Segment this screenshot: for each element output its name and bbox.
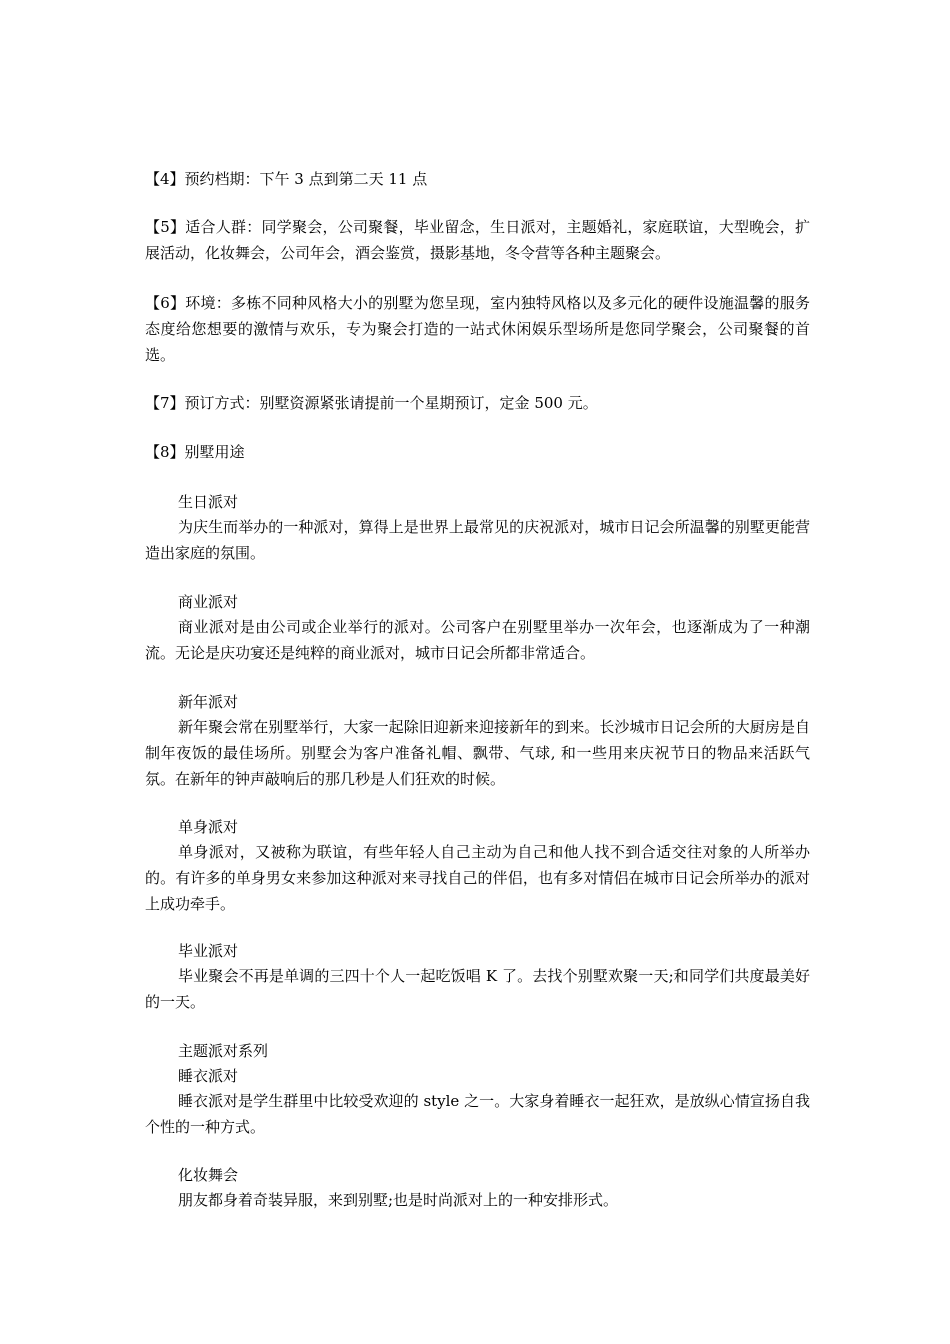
business-party-title: 商业派对 [178,593,239,611]
item-5-suitable-groups: 【5】适合人群：同学聚会，公司聚餐，毕业留念，生日派对，主题婚礼，家庭联谊，大型晚会，扩展活动，化妆舞会，公司年会，酒会鉴赏，摄影基地，冬令营等各种主题聚会。 [145,218,810,262]
newyear-party-title: 新年派对 [178,693,239,711]
item-7-booking-method: 【7】预订方式：别墅资源紧张请提前一个星期预订，定金 500 元。 [145,394,598,412]
single-party-title: 单身派对 [178,818,239,836]
graduation-party-body: 毕业聚会不再是单调的三四十个人一起吃饭唱 K 了。去找个别墅欢聚一天;和同学们共度最美好的一天。 [145,967,810,1011]
pajama-party-body: 睡衣派对是学生群里中比较受欢迎的 style 之一。大家身着睡衣一起狂欢，是放纵心情宣扬自我个性的一种方式。 [145,1092,810,1136]
masquerade-body: 朋友都身着奇装异服，来到别墅;也是时尚派对上的一种安排形式。 [178,1191,619,1209]
birthday-party-body: 为庆生而举办的一种派对，算得上是世界上最常见的庆祝派对，城市日记会所温馨的别墅更能营造出家庭的氛围。 [145,518,810,562]
graduation-party-title: 毕业派对 [178,942,239,960]
item-8-villa-uses: 【8】别墅用途 [145,443,245,461]
pajama-party-title: 睡衣派对 [178,1067,239,1085]
birthday-party-title: 生日派对 [178,493,239,511]
masquerade-title: 化妆舞会 [178,1166,239,1184]
single-party-body: 单身派对，又被称为联谊，有些年轻人自己主动为自己和他人找不到合适交往对象的人所举办的。有许多的单身男女来参加这种派对来寻找自己的伴侣，也有多对情侣在城市日记会所举办的派对上成功牵手。 [145,843,810,913]
business-party-body: 商业派对是由公司或企业举行的派对。公司客户在别墅里举办一次年会，也逐渐成为了一种潮流。无论是庆功宴还是纯粹的商业派对，城市日记会所都非常适合。 [145,618,810,662]
newyear-party-body: 新年聚会常在别墅举行，大家一起除旧迎新来迎接新年的到来。长沙城市日记会所的大厨房是自制年夜饭的最佳场所。别墅会为客户准备礼帽、飘带、气球, 和一些用来庆祝节日的物品来活跃气氛。在新年的钟声敲响后的那几秒是人们狂欢的时候。 [145,718,810,788]
item-4-booking-period: 【4】预约档期：下午 3 点到第二天 11 点 [145,170,428,188]
item-6-environment: 【6】环境：多栋不同种风格大小的别墅为您呈现，室内独特风格以及多元化的硬件设施温馨的服务态度给您想要的激情与欢乐，专为聚会打造的一站式休闲娱乐型场所是您同学聚会，公司聚餐的首选。 [145,294,810,364]
theme-party-series-title: 主题派对系列 [178,1042,269,1060]
